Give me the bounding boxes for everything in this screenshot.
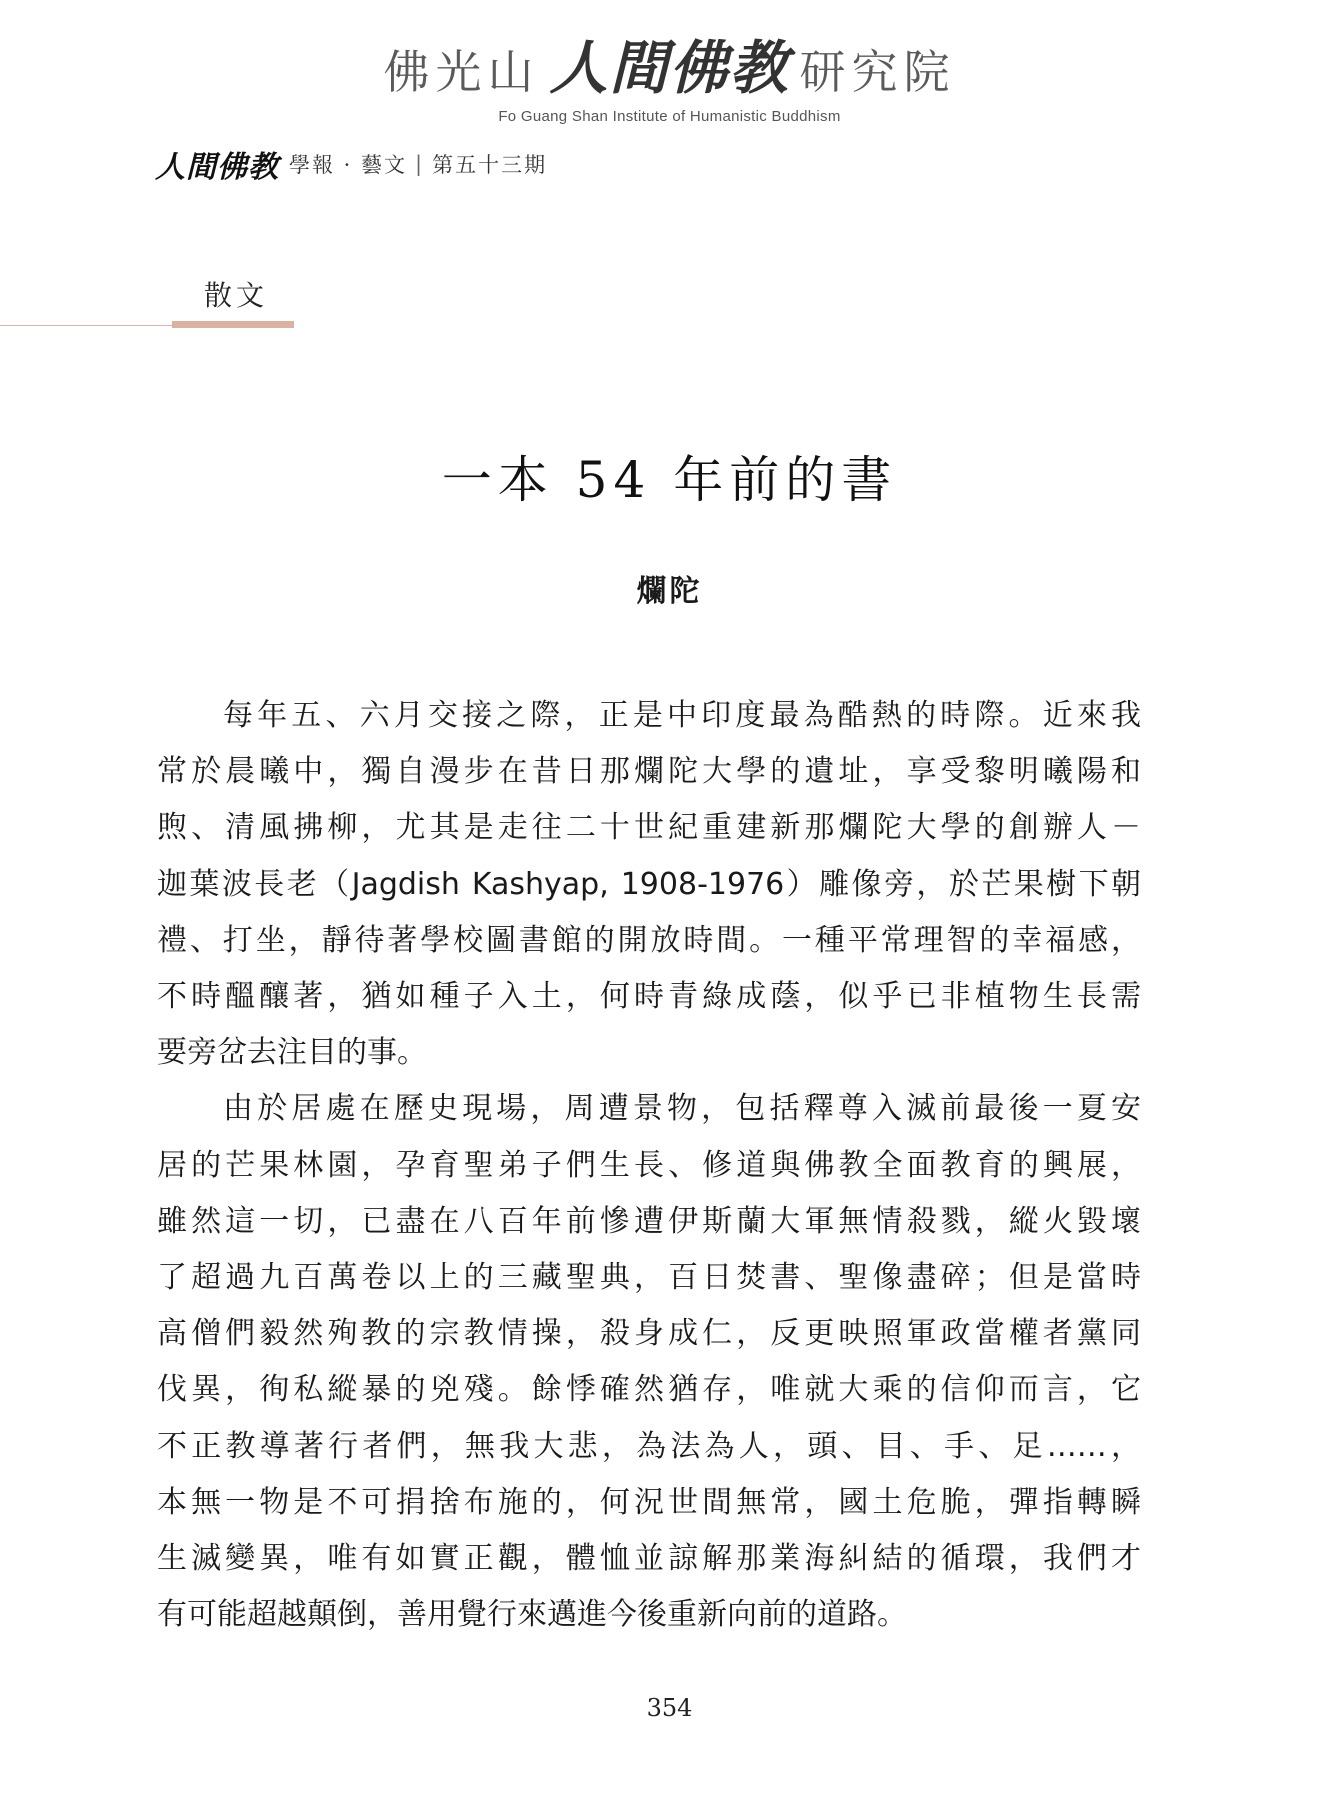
text-line: 要旁岔去注目的事。 (157, 1035, 427, 1071)
paragraph-1 (157, 688, 1141, 1081)
institute-name-left: 佛光山 (383, 45, 540, 99)
journal-name: 學報 · 藝文 (289, 153, 408, 177)
text-line: 每年五、六月交接之際，正是中印度最為酷熱的時際。近來我 (223, 698, 1141, 733)
page-number: 354 (646, 1694, 693, 1722)
text-line: 高僧們毅然殉教的宗教情操，殺身成仁，反更映照軍政當權者黨同 (157, 1316, 1141, 1352)
text-line: 不時醞釀著，猶如種子入土，何時青綠成蔭，似乎已非植物生長需 (157, 979, 1141, 1015)
text-line: 本無一物是不可捐捨布施的，何況世間無常，國土危脆，彈指轉瞬 (157, 1484, 1141, 1520)
text-line: 伐異，徇私縱暴的兇殘。餘悸確然猶存，唯就大乘的信仰而言，它 (157, 1372, 1141, 1408)
text-line: 有可能超越顛倒，善用覺行來邁進今後重新向前的道路。 (157, 1597, 907, 1633)
text-line: 居的芒果林園，孕育聖弟子們生長、修道與佛教全面教育的興展， (157, 1147, 1141, 1183)
article-author: 爛陀 (636, 574, 703, 609)
paragraph-2 (157, 1081, 1141, 1643)
text-line: 生滅變異，唯有如實正觀，體恤並諒解那業海糾結的循環，我們才 (157, 1541, 1141, 1577)
institute-brand-logo: 人間佛教 (549, 34, 790, 102)
journal-brand-logo: 人間佛教 (155, 150, 279, 185)
article-title: 一本 54 年前的書 (441, 451, 898, 509)
text-line: 不正教導著行者們，無我大悲，為法為人，頭、目、手、足……， (157, 1428, 1141, 1464)
text-line: 由於居處在歷史現場，周遭景物，包括釋尊入滅前最後一夏安 (223, 1091, 1141, 1127)
text-line: 煦、清風拂柳，尤其是走往二十世紀重建新那爛陀大學的創辦人－ (157, 810, 1141, 846)
institute-masthead (0, 36, 1339, 125)
section-rule-accent (172, 321, 294, 328)
journal-header (155, 142, 547, 186)
text-line: 雖然這一切，已盡在八百年前慘遭伊斯蘭大軍無情殺戮，縱火毀壞 (157, 1203, 1141, 1239)
section-rule-thin (0, 325, 178, 326)
institute-name (0, 36, 1339, 104)
journal-divider: | (415, 152, 425, 176)
text-line: 禮、打坐，靜待著學校圖書館的開放時間。一種平常理智的幸福感， (157, 922, 1141, 958)
institute-name-right: 研究院 (799, 45, 956, 99)
article-body (157, 688, 1141, 1643)
journal-issue: 第五十三期 (432, 153, 548, 177)
section-label: 散文 (204, 279, 269, 312)
text-line: 常於晨曦中，獨自漫步在昔日那爛陀大學的遺址，享受黎明曦陽和 (157, 754, 1141, 790)
institute-english-name: Fo Guang Shan Institute of Humanistic Buddhism (498, 108, 841, 125)
text-line: 迦葉波長老（Jagdish Kashyap, 1908-1976）雕像旁，於芒果樹下朝 (157, 866, 1141, 902)
text-line: 了超過九百萬卷以上的三藏聖典，百日焚書、聖像盡碎；但是當時 (157, 1260, 1141, 1296)
